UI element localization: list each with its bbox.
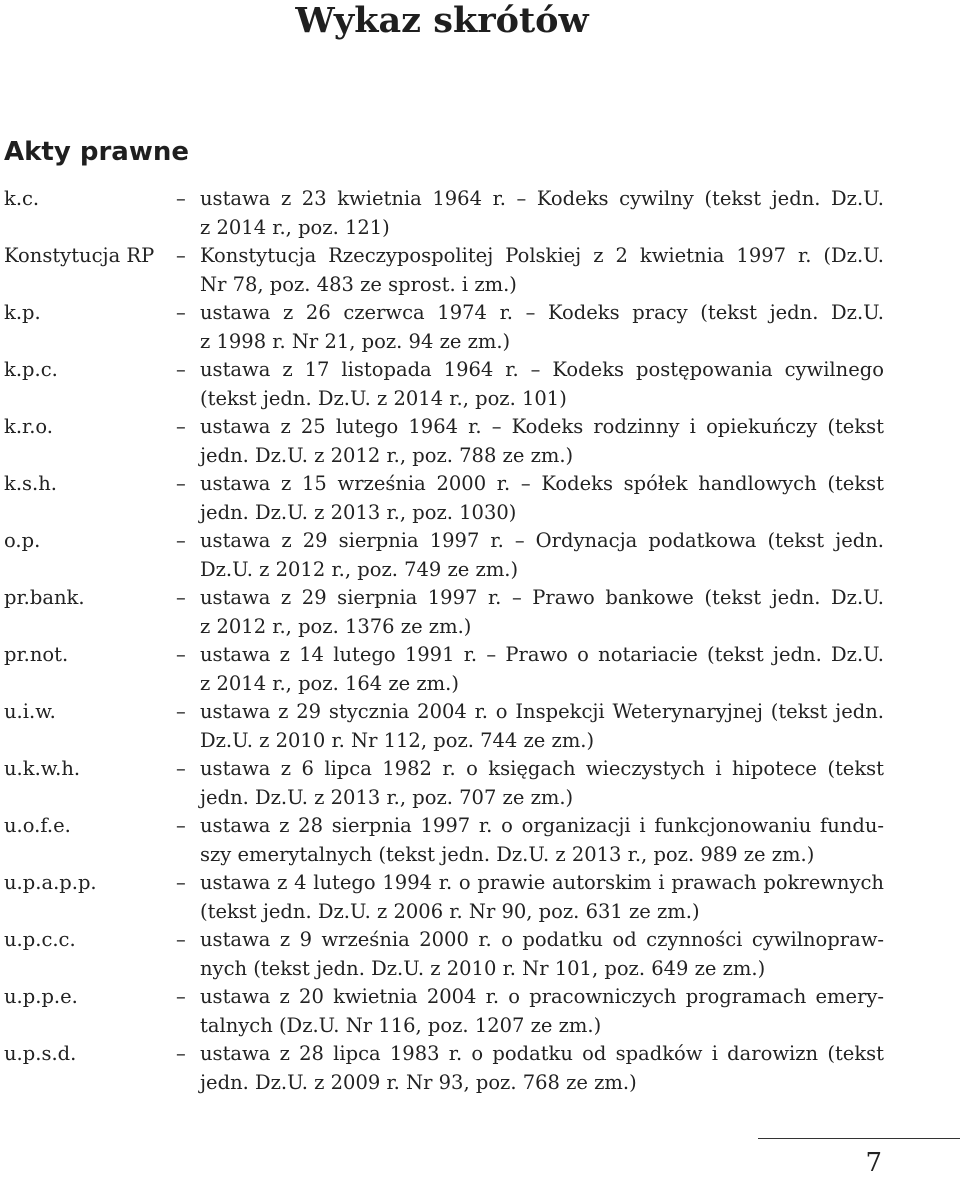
abbreviation-entry (4, 983, 884, 1040)
abbreviation-entry (4, 413, 884, 470)
abbreviation: u.p.c.c. (4, 928, 76, 951)
abbreviation: u.p.p.e. (4, 985, 78, 1008)
abbreviation: u.k.w.h. (4, 757, 81, 780)
definition-line-2: szy emerytalnych (tekst jedn. Dz.U. z 2013 r., poz. 989 ze zm.) (200, 842, 815, 866)
definition-line-1: ustawa z 28 sierpnia 1997 r. o organizacji i funkcjonowaniu fundu- (200, 814, 884, 837)
definition-line-1: ustawa z 25 lutego 1964 r. – Kodeks rodzinny i opiekuńczy (tekst (200, 415, 884, 438)
definition-line-1: Konstytucja Rzeczypospolitej Polskiej z 2 kwietnia 1997 r. (Dz.U. (200, 244, 884, 267)
definition-line-2: Nr 78, poz. 483 ze sprost. i zm.) (200, 272, 517, 296)
dash: – (176, 1042, 186, 1065)
abbreviation: u.o.f.e. (4, 814, 71, 837)
dash: – (176, 814, 186, 837)
abbreviation-entry (4, 869, 884, 926)
abbreviation-entry (4, 926, 884, 983)
section-title: Akty prawne (4, 137, 189, 167)
definition-line-1: ustawa z 15 września 2000 r. – Kodeks spółek handlowych (tekst (200, 472, 884, 495)
abbreviation: k.c. (4, 187, 40, 210)
abbreviation: pr.not. (4, 643, 69, 666)
abbreviation: k.r.o. (4, 415, 53, 438)
definition-line-1: ustawa z 6 lipca 1982 r. o księgach wieczystych i hipotece (tekst (200, 757, 884, 780)
definition-line-2: jedn. Dz.U. z 2013 r., poz. 707 ze zm.) (200, 785, 574, 809)
definition-line-1: ustawa z 4 lutego 1994 r. o prawie autorskim i prawach pokrewnych (200, 871, 884, 894)
definition-line-2: talnych (Dz.U. Nr 116, poz. 1207 ze zm.) (200, 1013, 602, 1037)
dash: – (176, 985, 186, 1008)
abbreviation-entry (4, 527, 884, 584)
dash: – (176, 928, 186, 951)
dash: – (176, 244, 186, 267)
abbreviation: k.s.h. (4, 472, 57, 495)
abbreviation-entry (4, 1040, 884, 1097)
abbreviation-entry (4, 755, 884, 812)
dash: – (176, 871, 186, 894)
definition-line-2: (tekst jedn. Dz.U. z 2014 r., poz. 101) (200, 386, 567, 410)
dash: – (176, 586, 186, 609)
definition-line-1: ustawa z 29 sierpnia 1997 r. – Ordynacja podatkowa (tekst jedn. (200, 529, 884, 552)
abbreviation-entry (4, 470, 884, 527)
definition-line-1: ustawa z 23 kwietnia 1964 r. – Kodeks cywilny (tekst jedn. Dz.U. (200, 187, 884, 210)
definition-line-2: Dz.U. z 2010 r. Nr 112, poz. 744 ze zm.) (200, 728, 595, 752)
definition-line-2: jedn. Dz.U. z 2013 r., poz. 1030) (200, 500, 517, 524)
dash: – (176, 529, 186, 552)
abbreviation-entry (4, 641, 884, 698)
definition-line-2: z 2014 r., poz. 121) (200, 215, 390, 239)
abbreviation: k.p.c. (4, 358, 58, 381)
page-title: Wykaz skrótów (295, 0, 589, 41)
abbreviation-entry (4, 356, 884, 413)
definition-line-2: z 2012 r., poz. 1376 ze zm.) (200, 614, 472, 638)
dash: – (176, 301, 186, 324)
abbreviation-entry (4, 185, 884, 242)
footer-divider (758, 1138, 960, 1139)
page-number: 7 (865, 1148, 882, 1178)
abbreviation-entry (4, 299, 884, 356)
definition-line-2: jedn. Dz.U. z 2009 r. Nr 93, poz. 768 ze zm.) (200, 1070, 637, 1094)
abbreviation: u.p.s.d. (4, 1042, 77, 1065)
dash: – (176, 472, 186, 495)
abbreviation: Konstytucja RP (4, 244, 155, 267)
definition-line-1: ustawa z 29 stycznia 2004 r. o Inspekcji Weterynaryjnej (tekst jedn. (200, 700, 884, 723)
dash: – (176, 187, 186, 210)
abbreviation-entry (4, 584, 884, 641)
abbreviation: u.i.w. (4, 700, 56, 723)
definition-line-2: Dz.U. z 2012 r., poz. 749 ze zm.) (200, 557, 519, 581)
definition-line-2: z 2014 r., poz. 164 ze zm.) (200, 671, 459, 695)
abbreviation: u.p.a.p.p. (4, 871, 97, 894)
definition-line-1: ustawa z 29 sierpnia 1997 r. – Prawo bankowe (tekst jedn. Dz.U. (200, 586, 884, 609)
definition-line-1: ustawa z 14 lutego 1991 r. – Prawo o notariacie (tekst jedn. Dz.U. (200, 643, 884, 666)
definition-line-1: ustawa z 17 listopada 1964 r. – Kodeks postępowania cywilnego (200, 358, 884, 381)
definition-line-1: ustawa z 20 kwietnia 2004 r. o pracowniczych programach emery- (200, 985, 884, 1008)
dash: – (176, 358, 186, 381)
definition-line-2: nych (tekst jedn. Dz.U. z 2010 r. Nr 101, poz. 649 ze zm.) (200, 956, 766, 980)
dash: – (176, 643, 186, 666)
definition-line-2: jedn. Dz.U. z 2012 r., poz. 788 ze zm.) (200, 443, 574, 467)
abbreviation-entry (4, 242, 884, 299)
definition-line-2: z 1998 r. Nr 21, poz. 94 ze zm.) (200, 329, 511, 353)
abbreviation: o.p. (4, 529, 41, 552)
definition-line-1: ustawa z 26 czerwca 1974 r. – Kodeks pracy (tekst jedn. Dz.U. (200, 301, 884, 324)
dash: – (176, 415, 186, 438)
abbreviation: k.p. (4, 301, 41, 324)
definition-line-1: ustawa z 28 lipca 1983 r. o podatku od spadków i darowizn (tekst (200, 1042, 884, 1065)
abbreviation: pr.bank. (4, 586, 85, 609)
abbreviation-list (4, 185, 884, 1097)
dash: – (176, 700, 186, 723)
definition-line-2: (tekst jedn. Dz.U. z 2006 r. Nr 90, poz. 631 ze zm.) (200, 899, 700, 923)
abbreviation-entry (4, 698, 884, 755)
abbreviation-entry (4, 812, 884, 869)
definition-line-1: ustawa z 9 września 2000 r. o podatku od czynności cywilnopraw- (200, 928, 884, 951)
dash: – (176, 757, 186, 780)
